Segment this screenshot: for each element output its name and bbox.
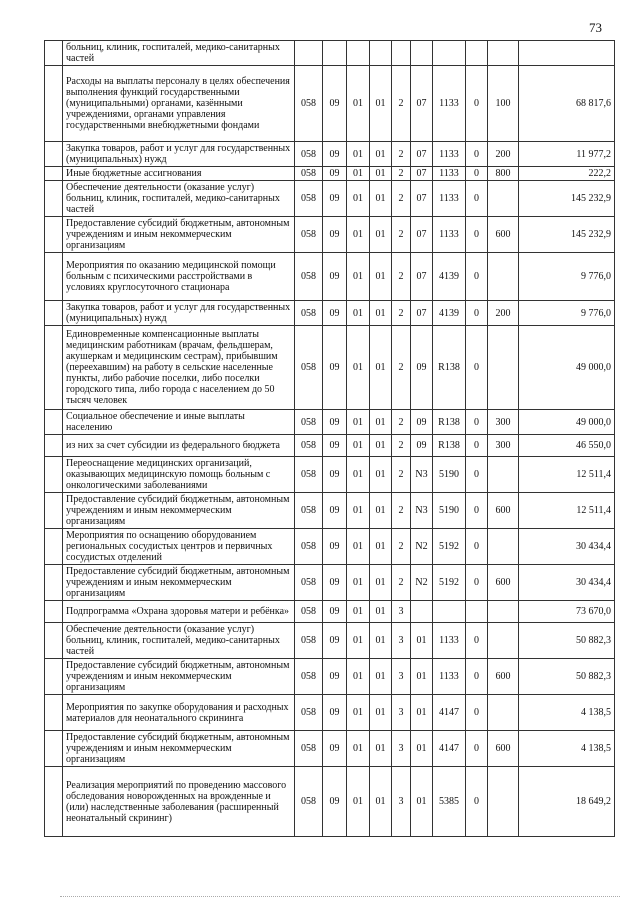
cell-blank [45,41,63,66]
cell-amount: 49 000,0 [519,326,615,410]
cell-ministry: 058 [295,435,323,457]
cell-subprogram: 2 [392,529,411,565]
cell-direction: 4139 [433,253,466,301]
cell-name: Предоставление субсидий бюджетным, автономным учреждениям и иным некоммерческим организациям [63,217,295,253]
cell-code: 0 [466,695,488,731]
cell-name: Мероприятия по оснащению оборудованием региональных сосудистых центров и первичных сосудистых отделений [63,529,295,565]
cell-subsection: 01 [347,217,370,253]
cell-section: 09 [323,731,347,767]
cell-direction: 1133 [433,217,466,253]
cell-program: 01 [370,301,392,326]
table-row [45,41,615,66]
cell-amount: 12 511,4 [519,493,615,529]
cell-code: 0 [466,767,488,837]
cell-code: 0 [466,731,488,767]
cell-direction: 4147 [433,731,466,767]
cell-expense-type: 300 [488,410,519,435]
cell-expense-type: 600 [488,493,519,529]
cell-blank [45,301,63,326]
budget-table [44,40,615,837]
cell-subprogram [392,41,411,66]
cell-subprogram: 2 [392,565,411,601]
cell-subprogram: 2 [392,301,411,326]
cell-subprogram: 2 [392,326,411,410]
cell-event [411,41,433,66]
cell-subsection: 01 [347,767,370,837]
cell-expense-type: 800 [488,167,519,181]
cell-name: Закупка товаров, работ и услуг для государственных (муниципальных) нужд [63,301,295,326]
cell-subsection: 01 [347,167,370,181]
cell-event: 09 [411,326,433,410]
cell-section: 09 [323,659,347,695]
cell-subsection: 01 [347,659,370,695]
cell-event: 07 [411,181,433,217]
cell-program [370,41,392,66]
cell-name: из них за счет субсидии из федерального бюджета [63,435,295,457]
table-row [45,142,615,167]
table-body [45,41,615,837]
cell-expense-type: 200 [488,301,519,326]
cell-event: 07 [411,142,433,167]
cell-name: Социальное обеспечение и иные выплаты населению [63,410,295,435]
cell-program: 01 [370,529,392,565]
cell-expense-type [488,623,519,659]
cell-subsection: 01 [347,493,370,529]
cell-section: 09 [323,435,347,457]
cell-expense-type: 100 [488,66,519,142]
cell-name: Закупка товаров, работ и услуг для государственных (муниципальных) нужд [63,142,295,167]
table-row [45,253,615,301]
cell-direction [433,601,466,623]
cell-name: Обеспечение деятельности (оказание услуг) больниц, клиник, госпиталей, медико-санитарных частей [63,181,295,217]
cell-blank [45,695,63,731]
cell-section: 09 [323,601,347,623]
cell-program: 01 [370,601,392,623]
table-row [45,66,615,142]
cell-program: 01 [370,767,392,837]
cell-section: 09 [323,410,347,435]
cell-subsection: 01 [347,601,370,623]
cell-amount: 145 232,9 [519,217,615,253]
cell-direction: 1133 [433,142,466,167]
cell-direction: R138 [433,410,466,435]
cell-ministry [295,41,323,66]
cell-program: 01 [370,435,392,457]
cell-subprogram: 2 [392,217,411,253]
cell-name: Предоставление субсидий бюджетным, автономным учреждениям и иным некоммерческим организациям [63,493,295,529]
cell-program: 01 [370,565,392,601]
cell-program: 01 [370,66,392,142]
cell-subprogram: 3 [392,623,411,659]
cell-event: 01 [411,659,433,695]
cell-blank [45,565,63,601]
cell-subsection: 01 [347,301,370,326]
cell-ministry: 058 [295,66,323,142]
cell-event [411,601,433,623]
cell-ministry: 058 [295,493,323,529]
cell-program: 01 [370,142,392,167]
cell-subprogram: 2 [392,167,411,181]
cell-section: 09 [323,167,347,181]
cell-name: Единовременные компенсационные выплаты медицинским работникам (врачам, фельдшерам, акушеркам и медицинским сестрам), прибывшим (переехавшим) на работу в сельские населенные пункты, либо рабочие поселки, либо поселки городского типа, либо города с населением до 50 тысяч человек [63,326,295,410]
cell-program: 01 [370,181,392,217]
cell-ministry: 058 [295,623,323,659]
cell-ministry: 058 [295,731,323,767]
cell-name: Обеспечение деятельности (оказание услуг) больниц, клиник, госпиталей, медико-санитарных частей [63,623,295,659]
cell-section: 09 [323,529,347,565]
cell-event: 01 [411,767,433,837]
cell-ministry: 058 [295,301,323,326]
cell-amount: 18 649,2 [519,767,615,837]
cell-ministry: 058 [295,695,323,731]
cell-code: 0 [466,529,488,565]
cell-section: 09 [323,66,347,142]
cell-expense-type: 600 [488,659,519,695]
table-row [45,767,615,837]
table-row [45,529,615,565]
cell-name: Подпрограмма «Охрана здоровья матери и ребёнка» [63,601,295,623]
table-row [45,301,615,326]
cell-blank [45,181,63,217]
cell-subprogram: 2 [392,181,411,217]
cell-amount: 4 138,5 [519,695,615,731]
cell-ministry: 058 [295,253,323,301]
cell-event: 09 [411,410,433,435]
cell-subprogram: 3 [392,659,411,695]
cell-expense-type [488,41,519,66]
cell-subsection: 01 [347,326,370,410]
cell-expense-type [488,695,519,731]
cell-program: 01 [370,659,392,695]
cell-subprogram: 3 [392,767,411,837]
cell-code: 0 [466,253,488,301]
cell-subsection: 01 [347,623,370,659]
cell-event: 07 [411,217,433,253]
table-row [45,659,615,695]
cell-section: 09 [323,457,347,493]
cell-blank [45,410,63,435]
cell-event: 01 [411,695,433,731]
cell-expense-type [488,181,519,217]
cell-subprogram: 2 [392,457,411,493]
cell-section [323,41,347,66]
cell-name: больниц, клиник, госпиталей, медико-санитарных частей [63,41,295,66]
cell-program: 01 [370,623,392,659]
cell-subsection: 01 [347,731,370,767]
cell-code: 0 [466,457,488,493]
cell-program: 01 [370,457,392,493]
scan-edge-line [60,896,620,897]
table-row [45,217,615,253]
cell-blank [45,142,63,167]
table-row [45,493,615,529]
cell-amount: 50 882,3 [519,623,615,659]
cell-section: 09 [323,326,347,410]
cell-blank [45,167,63,181]
cell-blank [45,601,63,623]
cell-subsection: 01 [347,253,370,301]
cell-subprogram: 2 [392,142,411,167]
cell-subsection: 01 [347,142,370,167]
cell-blank [45,659,63,695]
cell-amount: 4 138,5 [519,731,615,767]
cell-section: 09 [323,493,347,529]
cell-event: 07 [411,66,433,142]
table-row [45,695,615,731]
cell-subsection: 01 [347,410,370,435]
cell-blank [45,457,63,493]
cell-code: 0 [466,435,488,457]
table-row [45,731,615,767]
cell-event: N3 [411,457,433,493]
cell-ministry: 058 [295,457,323,493]
cell-blank [45,253,63,301]
cell-code: 0 [466,181,488,217]
cell-program: 01 [370,493,392,529]
cell-subsection: 01 [347,457,370,493]
cell-expense-type [488,253,519,301]
cell-ministry: 058 [295,181,323,217]
table-row [45,435,615,457]
cell-expense-type [488,326,519,410]
cell-direction: 5192 [433,565,466,601]
cell-ministry: 058 [295,410,323,435]
cell-amount: 46 550,0 [519,435,615,457]
cell-subsection: 01 [347,529,370,565]
cell-code: 0 [466,217,488,253]
table-row [45,623,615,659]
cell-section: 09 [323,217,347,253]
cell-amount: 68 817,6 [519,66,615,142]
cell-blank [45,435,63,457]
cell-amount: 12 511,4 [519,457,615,493]
cell-direction: 5190 [433,457,466,493]
cell-expense-type: 200 [488,142,519,167]
cell-event: N2 [411,565,433,601]
cell-blank [45,66,63,142]
cell-code: 0 [466,301,488,326]
cell-event: 07 [411,167,433,181]
cell-direction: 5192 [433,529,466,565]
cell-subsection [347,41,370,66]
cell-name: Предоставление субсидий бюджетным, автономным учреждениям и иным некоммерческим организациям [63,659,295,695]
cell-ministry: 058 [295,529,323,565]
cell-subsection: 01 [347,435,370,457]
cell-section: 09 [323,695,347,731]
cell-name: Предоставление субсидий бюджетным, автономным учреждениям и иным некоммерческим организациям [63,731,295,767]
cell-section: 09 [323,623,347,659]
cell-ministry: 058 [295,767,323,837]
cell-ministry: 058 [295,601,323,623]
cell-expense-type: 300 [488,435,519,457]
cell-ministry: 058 [295,217,323,253]
cell-program: 01 [370,731,392,767]
cell-section: 09 [323,253,347,301]
cell-subprogram: 3 [392,731,411,767]
cell-blank [45,731,63,767]
cell-direction: 5385 [433,767,466,837]
cell-direction: 4147 [433,695,466,731]
cell-code: 0 [466,565,488,601]
cell-subsection: 01 [347,565,370,601]
cell-program: 01 [370,167,392,181]
cell-name: Реализация мероприятий по проведению массового обследования новорожденных на врожденные и (или) наследственные заболевания (расширенный неонатальный скрининг) [63,767,295,837]
page-number: 73 [589,20,602,35]
cell-direction [433,41,466,66]
cell-section: 09 [323,181,347,217]
cell-blank [45,326,63,410]
cell-blank [45,623,63,659]
table-row [45,326,615,410]
cell-ministry: 058 [295,142,323,167]
cell-name: Расходы на выплаты персоналу в целях обеспечения выполнения функций государственными (муниципальными) органами, казёнными учреждениями, органами управления государственными внебюджетными фондами [63,66,295,142]
table-row [45,167,615,181]
cell-name: Мероприятия по закупке оборудования и расходных материалов для неонатального скрининга [63,695,295,731]
cell-event: N2 [411,529,433,565]
cell-amount: 9 776,0 [519,253,615,301]
cell-section: 09 [323,142,347,167]
cell-name: Переоснащение медицинских организаций, оказывающих медицинскую помощь больным с онкологическими заболеваниями [63,457,295,493]
cell-direction: 1133 [433,167,466,181]
cell-amount: 145 232,9 [519,181,615,217]
cell-subprogram: 2 [392,253,411,301]
cell-subsection: 01 [347,181,370,217]
cell-ministry: 058 [295,326,323,410]
cell-code: 0 [466,326,488,410]
cell-direction: R138 [433,326,466,410]
cell-subprogram: 2 [392,410,411,435]
cell-ministry: 058 [295,659,323,695]
cell-event: 01 [411,731,433,767]
cell-direction: R138 [433,435,466,457]
cell-amount: 11 977,2 [519,142,615,167]
cell-program: 01 [370,695,392,731]
cell-direction: 1133 [433,66,466,142]
cell-name: Предоставление субсидий бюджетным, автономным учреждениям и иным некоммерческим организациям [63,565,295,601]
cell-program: 01 [370,326,392,410]
cell-code: 0 [466,493,488,529]
cell-subprogram: 3 [392,601,411,623]
cell-blank [45,767,63,837]
cell-program: 01 [370,410,392,435]
cell-amount: 9 776,0 [519,301,615,326]
cell-direction: 4139 [433,301,466,326]
cell-code [466,601,488,623]
cell-direction: 5190 [433,493,466,529]
cell-blank [45,493,63,529]
cell-event: N3 [411,493,433,529]
cell-name: Мероприятия по оказанию медицинской помощи больным с психическими расстройствами в условиях круглосуточного стационара [63,253,295,301]
cell-code: 0 [466,66,488,142]
cell-section: 09 [323,767,347,837]
cell-event: 07 [411,253,433,301]
cell-event: 01 [411,623,433,659]
cell-expense-type [488,529,519,565]
cell-code: 0 [466,167,488,181]
cell-expense-type: 600 [488,565,519,601]
cell-code: 0 [466,623,488,659]
cell-amount: 50 882,3 [519,659,615,695]
cell-amount: 30 434,4 [519,565,615,601]
cell-ministry: 058 [295,565,323,601]
table-row [45,457,615,493]
cell-expense-type: 600 [488,217,519,253]
cell-name: Иные бюджетные ассигнования [63,167,295,181]
cell-event: 07 [411,301,433,326]
table-row [45,601,615,623]
cell-direction: 1133 [433,181,466,217]
cell-expense-type: 600 [488,731,519,767]
cell-expense-type [488,767,519,837]
cell-subsection: 01 [347,66,370,142]
cell-direction: 1133 [433,623,466,659]
cell-subprogram: 2 [392,435,411,457]
cell-code: 0 [466,659,488,695]
cell-amount: 49 000,0 [519,410,615,435]
cell-subprogram: 3 [392,695,411,731]
cell-subprogram: 2 [392,66,411,142]
cell-expense-type [488,457,519,493]
cell-code [466,41,488,66]
cell-ministry: 058 [295,167,323,181]
cell-section: 09 [323,301,347,326]
cell-subsection: 01 [347,695,370,731]
table-row [45,565,615,601]
cell-event: 09 [411,435,433,457]
cell-program: 01 [370,253,392,301]
cell-code: 0 [466,410,488,435]
cell-blank [45,217,63,253]
cell-amount [519,41,615,66]
cell-direction: 1133 [433,659,466,695]
table-row [45,410,615,435]
cell-expense-type [488,601,519,623]
cell-blank [45,529,63,565]
cell-code: 0 [466,142,488,167]
cell-amount: 222,2 [519,167,615,181]
cell-program: 01 [370,217,392,253]
cell-subprogram: 2 [392,493,411,529]
cell-amount: 73 670,0 [519,601,615,623]
cell-section: 09 [323,565,347,601]
cell-amount: 30 434,4 [519,529,615,565]
table-row [45,181,615,217]
